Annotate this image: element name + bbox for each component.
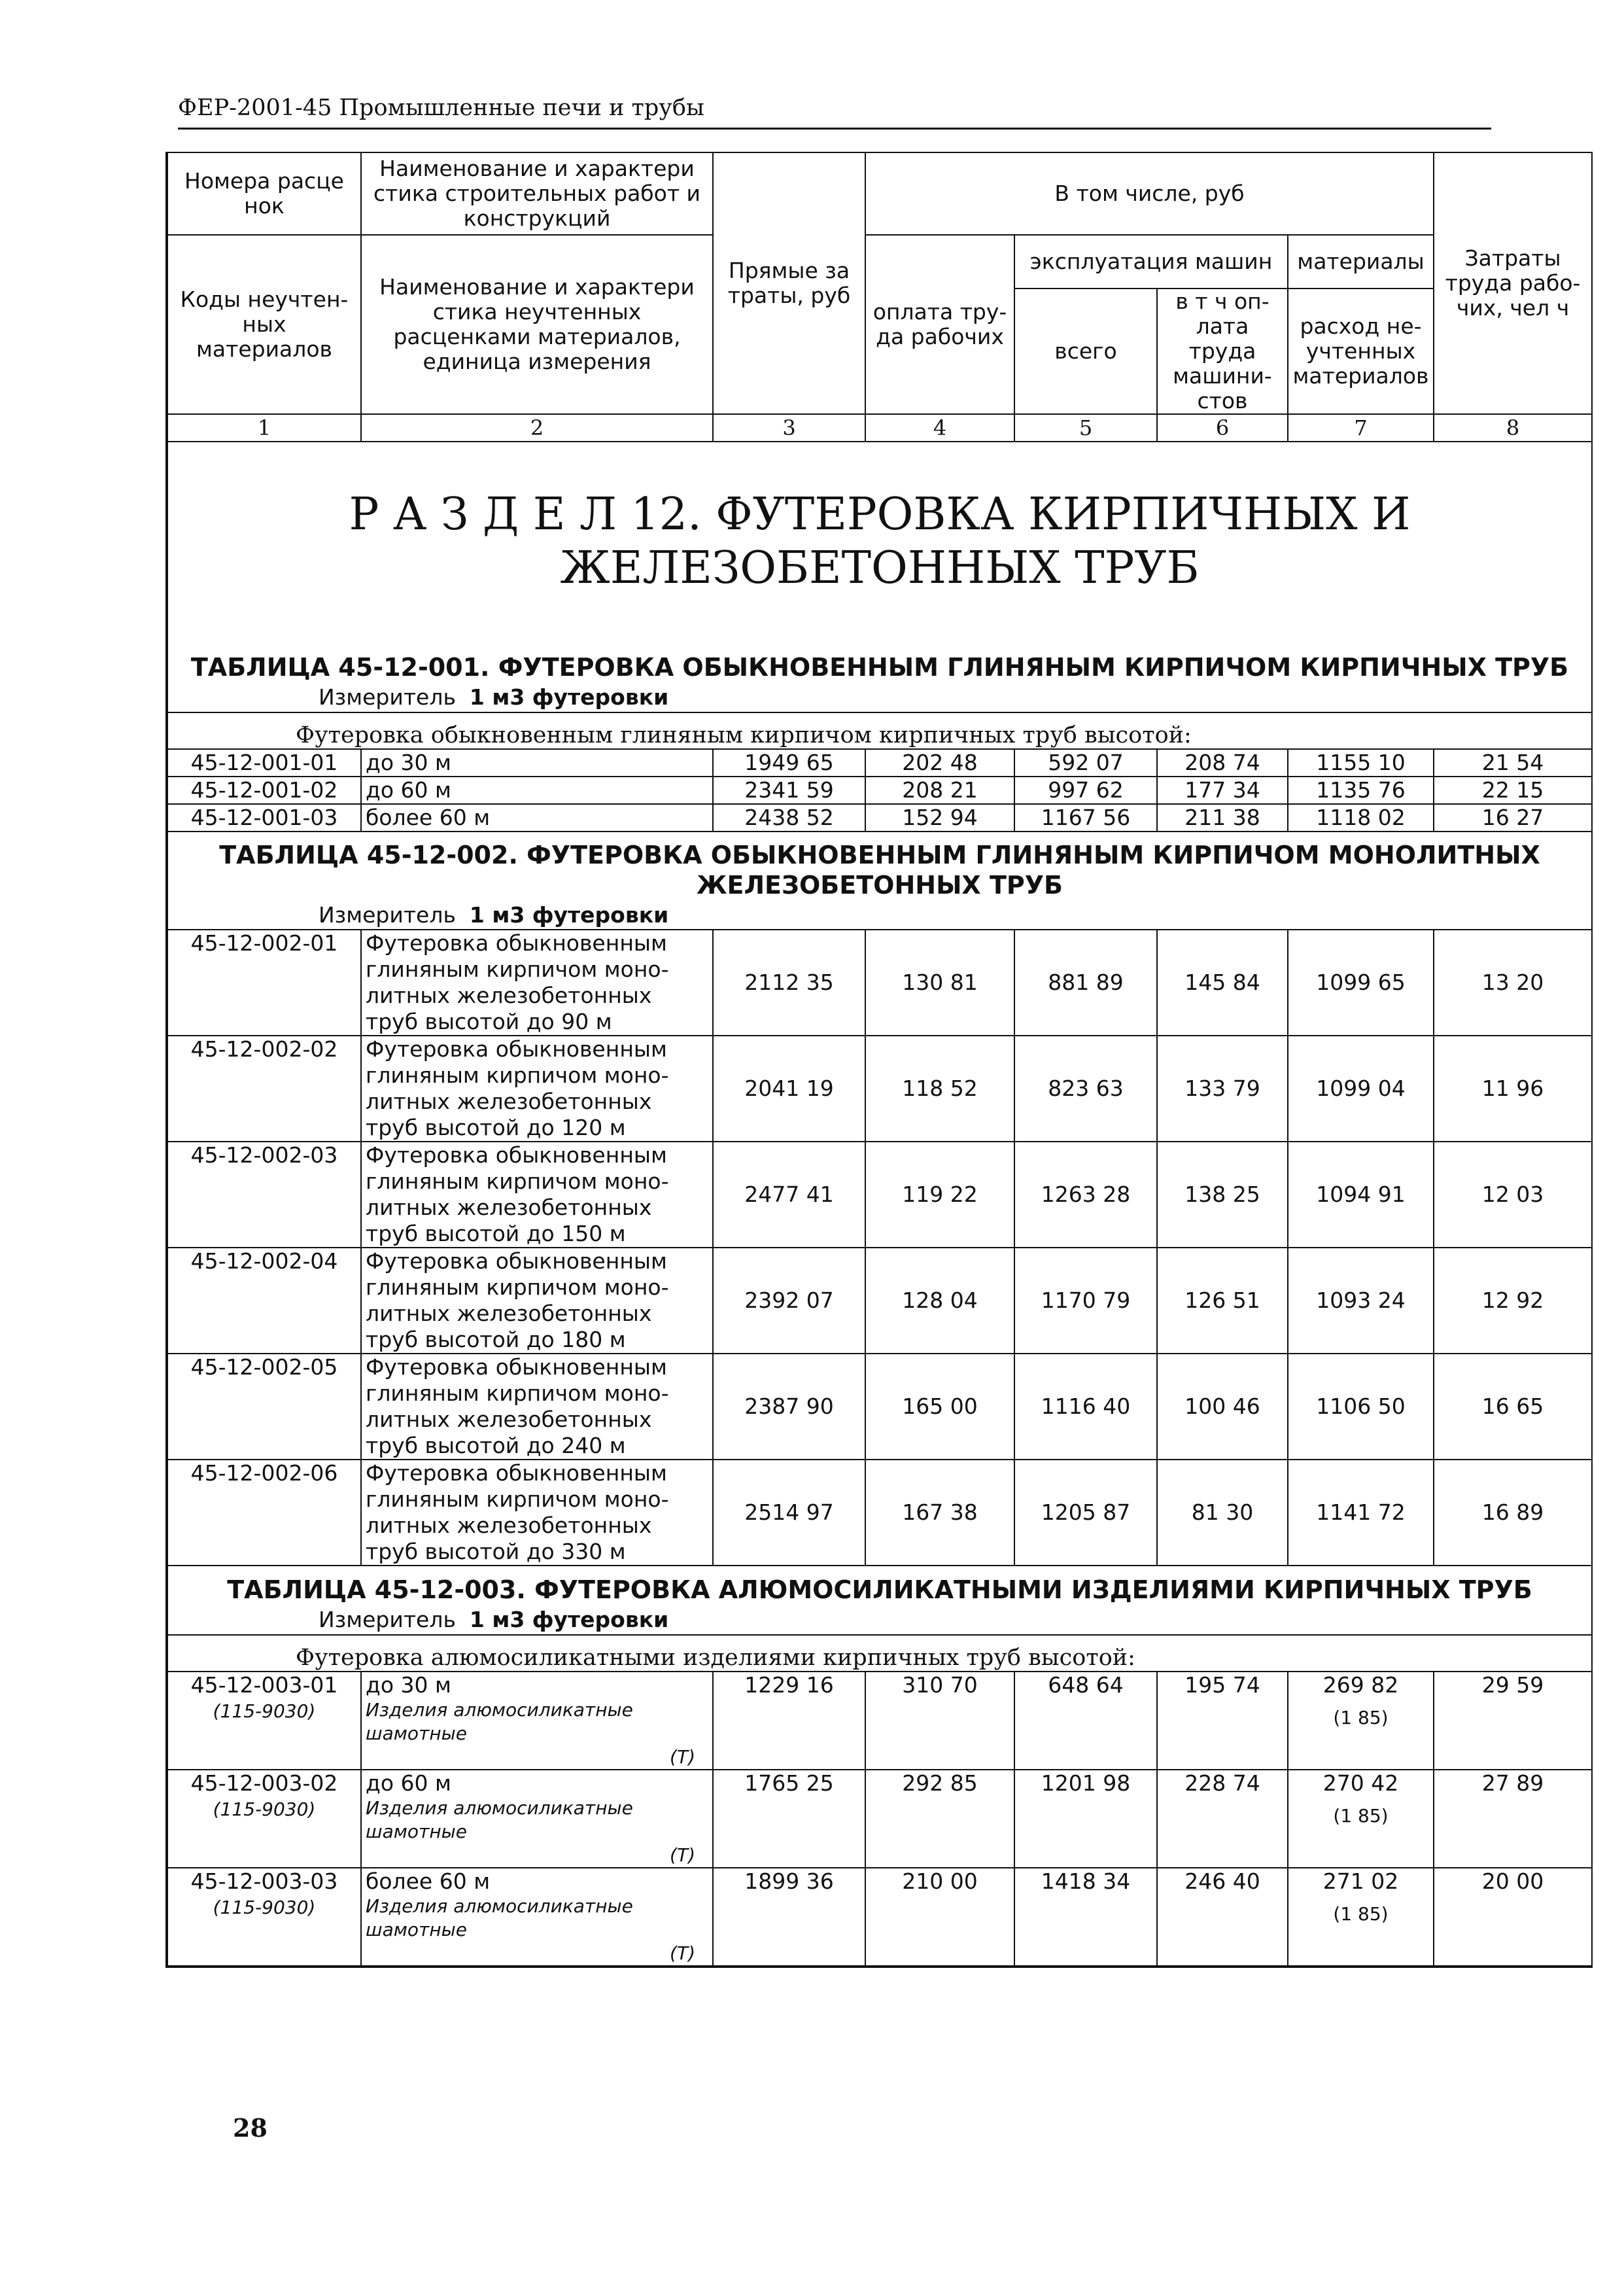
row-hours: 21 54 (1434, 749, 1592, 777)
table-row (167, 1354, 1592, 1460)
row-hours: 16 65 (1434, 1354, 1592, 1460)
header-codes: Номера расце нок (167, 152, 361, 235)
row-direct: 1949 65 (713, 749, 865, 777)
row-code: 45-12-001-02 (167, 777, 361, 804)
row-machine-labor: 133 79 (1157, 1036, 1288, 1142)
row-hours: 13 20 (1434, 930, 1592, 1036)
table-row (167, 1248, 1592, 1354)
table3-group: Футеровка алюмосиликатными изделиями кирпичных труб высотой: (167, 1635, 1592, 1672)
row-machine-labor: 228 74 (1157, 1770, 1288, 1868)
measure-unit: 1 м3 футеровки (469, 684, 669, 710)
row-name: до 30 м (366, 1672, 451, 1698)
row-materials: 1099 65 (1288, 930, 1434, 1036)
row-machine-labor: 177 34 (1157, 777, 1288, 804)
row-machine-labor: 100 46 (1157, 1354, 1288, 1460)
row-direct: 2387 90 (713, 1354, 865, 1460)
row-hours: 16 89 (1434, 1460, 1592, 1566)
row-materials: 1093 24 (1288, 1248, 1434, 1354)
row-labor: 208 21 (865, 777, 1014, 804)
material-unit: (Т) (670, 1942, 695, 1964)
row-machines: 1116 40 (1014, 1354, 1157, 1460)
row-machine-labor: 211 38 (1157, 804, 1288, 832)
row-labor: 167 38 (865, 1460, 1014, 1566)
estimate-sheet (165, 152, 1593, 1968)
header-materials: материалы (1288, 235, 1434, 289)
row-hours: 22 15 (1434, 777, 1592, 804)
col-num: 5 (1014, 414, 1157, 442)
col-num: 3 (713, 414, 865, 442)
row-machine-labor: 208 74 (1157, 749, 1288, 777)
header-machines-total: всего (1014, 289, 1157, 414)
row-direct: 2392 07 (713, 1248, 865, 1354)
material-name: Изделия алюмосиликатные шамотные (366, 1699, 633, 1744)
row-hours: 12 03 (1434, 1142, 1592, 1248)
col-num: 1 (167, 414, 361, 442)
material-code: (115-9030) (213, 1700, 316, 1722)
table-row (167, 777, 1592, 804)
row-code: 45-12-003-01 (190, 1672, 338, 1698)
col-num: 2 (361, 414, 713, 442)
row-direct: 2341 59 (713, 777, 865, 804)
row-code-cell (167, 1868, 361, 1966)
table2-measure (167, 900, 1592, 930)
row-materials-cell (1288, 1672, 1434, 1770)
row-hours: 20 00 (1434, 1868, 1592, 1966)
row-machine-labor: 246 40 (1157, 1868, 1288, 1966)
row-direct: 1899 36 (713, 1868, 865, 1966)
row-hours: 29 59 (1434, 1672, 1592, 1770)
row-name: до 60 м (361, 777, 713, 804)
row-labor: 165 00 (865, 1354, 1014, 1460)
header-worker-pay: оплата тру-да рабочих (865, 235, 1014, 414)
row-code: 45-12-003-03 (190, 1868, 338, 1894)
row-direct: 2438 52 (713, 804, 865, 832)
row-machine-labor: 195 74 (1157, 1672, 1288, 1770)
table1-title: ТАБЛИЦА 45-12-001. ФУТЕРОВКА ОБЫКНОВЕННЫМ ГЛИНЯНЫМ КИРПИЧОМ КИРПИЧНЫХ ТРУБ (167, 648, 1592, 682)
table3-measure (167, 1604, 1592, 1635)
table-row (167, 1460, 1592, 1566)
row-name: Футеровка обыкновенным глиняным кирпичом моно-литных железобетонных труб высотой до 120 м (361, 1036, 713, 1142)
row-labor: 119 22 (865, 1142, 1014, 1248)
row-direct: 2514 97 (713, 1460, 865, 1566)
row-name-cell (361, 1868, 713, 1966)
table1-group: Футеровка обыкновенным глиняным кирпичом кирпичных труб высотой: (167, 712, 1592, 749)
row-machines: 1418 34 (1014, 1868, 1157, 1966)
row-materials-cell (1288, 1868, 1434, 1966)
row-labor: 128 04 (865, 1248, 1014, 1354)
header-machines: эксплуатация машин (1014, 235, 1288, 289)
material-quantity: (1 85) (1333, 1707, 1389, 1728)
row-materials: 270 42 (1322, 1770, 1399, 1796)
row-hours: 27 89 (1434, 1770, 1592, 1868)
col-num: 7 (1288, 414, 1434, 442)
row-machines: 997 62 (1014, 777, 1157, 804)
row-hours: 11 96 (1434, 1036, 1592, 1142)
row-machine-labor: 126 51 (1157, 1248, 1288, 1354)
row-materials: 1118 02 (1288, 804, 1434, 832)
row-labor: 202 48 (865, 749, 1014, 777)
row-name-cell (361, 1770, 713, 1868)
row-materials: 1094 91 (1288, 1142, 1434, 1248)
material-code: (115-9030) (213, 1798, 316, 1820)
table-row (167, 1142, 1592, 1248)
material-quantity: (1 85) (1333, 1805, 1389, 1827)
header-including: В том числе, руб (865, 152, 1434, 235)
table-row (167, 1770, 1592, 1868)
row-labor: 152 94 (865, 804, 1014, 832)
row-name: Футеровка обыкновенным глиняным кирпичом моно-литных железобетонных труб высотой до 240 м (361, 1354, 713, 1460)
measure-label: Измеритель (319, 902, 456, 928)
row-hours: 12 92 (1434, 1248, 1592, 1354)
row-code: 45-12-002-06 (167, 1460, 361, 1566)
row-code-cell (167, 1770, 361, 1868)
row-hours: 16 27 (1434, 804, 1592, 832)
material-name: Изделия алюмосиликатные шамотные (366, 1797, 633, 1842)
table-row (167, 930, 1592, 1036)
row-name: Футеровка обыкновенным глиняным кирпичом моно-литных железобетонных труб высотой до 150 м (361, 1142, 713, 1248)
row-code: 45-12-002-03 (167, 1142, 361, 1248)
table-row (167, 1036, 1592, 1142)
row-code: 45-12-002-02 (167, 1036, 361, 1142)
header-name: Наименование и характери стика строительных работ и конструкций (361, 152, 713, 235)
row-machines: 823 63 (1014, 1036, 1157, 1142)
row-direct: 1765 25 (713, 1770, 865, 1868)
row-materials: 269 82 (1322, 1672, 1399, 1698)
row-code: 45-12-002-05 (167, 1354, 361, 1460)
row-materials: 1106 50 (1288, 1354, 1434, 1460)
row-code: 45-12-002-01 (167, 930, 361, 1036)
row-materials-cell (1288, 1770, 1434, 1868)
row-direct: 2041 19 (713, 1036, 865, 1142)
row-labor: 210 00 (865, 1868, 1014, 1966)
row-code: 45-12-001-03 (167, 804, 361, 832)
row-name: более 60 м (361, 804, 713, 832)
header-direct-costs: Прямые за траты, руб (713, 152, 865, 414)
col-num: 8 (1434, 414, 1592, 442)
row-machine-labor: 145 84 (1157, 930, 1288, 1036)
measure-label: Измеритель (319, 684, 456, 710)
row-name: Футеровка обыкновенным глиняным кирпичом моно-литных железобетонных труб высотой до 90 м (361, 930, 713, 1036)
row-direct: 2112 35 (713, 930, 865, 1036)
table-row (167, 1672, 1592, 1770)
row-machines: 881 89 (1014, 930, 1157, 1036)
table-row (167, 749, 1592, 777)
header-operator-pay: в т ч оп-лата труда машини-стов (1157, 289, 1288, 414)
row-labor: 310 70 (865, 1672, 1014, 1770)
page-header: ФЕР-2001-45 Промышленные печи и трубы (178, 95, 1491, 130)
measure-unit: 1 м3 футеровки (469, 902, 669, 928)
row-name: до 30 м (361, 749, 713, 777)
row-machines: 592 07 (1014, 749, 1157, 777)
page-number: 28 (233, 2113, 268, 2143)
row-code: 45-12-002-04 (167, 1248, 361, 1354)
section-title: Р А З Д Е Л 12. ФУТЕРОВКА КИРПИЧНЫХ И ЖЕЛЕЗОБЕТОННЫХ ТРУБ (167, 442, 1592, 648)
row-materials: 1141 72 (1288, 1460, 1434, 1566)
material-unit: (Т) (670, 1746, 695, 1768)
row-name: Футеровка обыкновенным глиняным кирпичом моно-литных железобетонных труб высотой до 330 м (361, 1460, 713, 1566)
header-material-name: Наименование и характери стика неучтенных расценками материалов, единица измерения (361, 235, 713, 414)
col-num: 4 (865, 414, 1014, 442)
row-direct: 2477 41 (713, 1142, 865, 1248)
row-labor: 292 85 (865, 1770, 1014, 1868)
row-name-cell (361, 1672, 713, 1770)
row-machines: 1167 56 (1014, 804, 1157, 832)
row-name: до 60 м (366, 1770, 451, 1796)
row-materials: 1135 76 (1288, 777, 1434, 804)
material-code: (115-9030) (213, 1897, 316, 1918)
row-materials: 1155 10 (1288, 749, 1434, 777)
row-machines: 1201 98 (1014, 1770, 1157, 1868)
price-table (167, 152, 1593, 1967)
header-unaccounted-materials: расход не-учтенных материалов (1288, 289, 1434, 414)
row-machine-labor: 138 25 (1157, 1142, 1288, 1248)
header-material-codes: Коды неучтен-ных материалов (167, 235, 361, 414)
measure-label: Измеритель (319, 1606, 456, 1632)
measure-unit: 1 м3 футеровки (469, 1606, 669, 1632)
row-direct: 1229 16 (713, 1672, 865, 1770)
material-name: Изделия алюмосиликатные шамотные (366, 1895, 633, 1940)
row-materials: 271 02 (1322, 1868, 1399, 1894)
row-name: более 60 м (366, 1868, 491, 1894)
table-row (167, 804, 1592, 832)
header-labor-hours: Затраты труда рабо-чих, чел ч (1434, 152, 1592, 414)
row-machine-labor: 81 30 (1157, 1460, 1288, 1566)
row-name: Футеровка обыкновенным глиняным кирпичом моно-литных железобетонных труб высотой до 180 м (361, 1248, 713, 1354)
row-labor: 118 52 (865, 1036, 1014, 1142)
row-code-cell (167, 1672, 361, 1770)
row-machines: 1205 87 (1014, 1460, 1157, 1566)
table3-title: ТАБЛИЦА 45-12-003. ФУТЕРОВКА АЛЮМОСИЛИКАТНЫМИ ИЗДЕЛИЯМИ КИРПИЧНЫХ ТРУБ (167, 1566, 1592, 1604)
row-machines: 648 64 (1014, 1672, 1157, 1770)
row-code: 45-12-003-02 (190, 1770, 338, 1796)
table2-title: ТАБЛИЦА 45-12-002. ФУТЕРОВКА ОБЫКНОВЕННЫМ ГЛИНЯНЫМ КИРПИЧОМ МОНОЛИТНЫХ ЖЕЛЕЗОБЕТОННЫХ ТРУБ (167, 832, 1592, 900)
table-row (167, 1868, 1592, 1966)
row-machines: 1263 28 (1014, 1142, 1157, 1248)
material-unit: (Т) (670, 1844, 695, 1866)
row-code: 45-12-001-01 (167, 749, 361, 777)
row-materials: 1099 04 (1288, 1036, 1434, 1142)
table1-measure (167, 682, 1592, 712)
row-labor: 130 81 (865, 930, 1014, 1036)
col-num: 6 (1157, 414, 1288, 442)
row-machines: 1170 79 (1014, 1248, 1157, 1354)
material-quantity: (1 85) (1333, 1903, 1389, 1925)
